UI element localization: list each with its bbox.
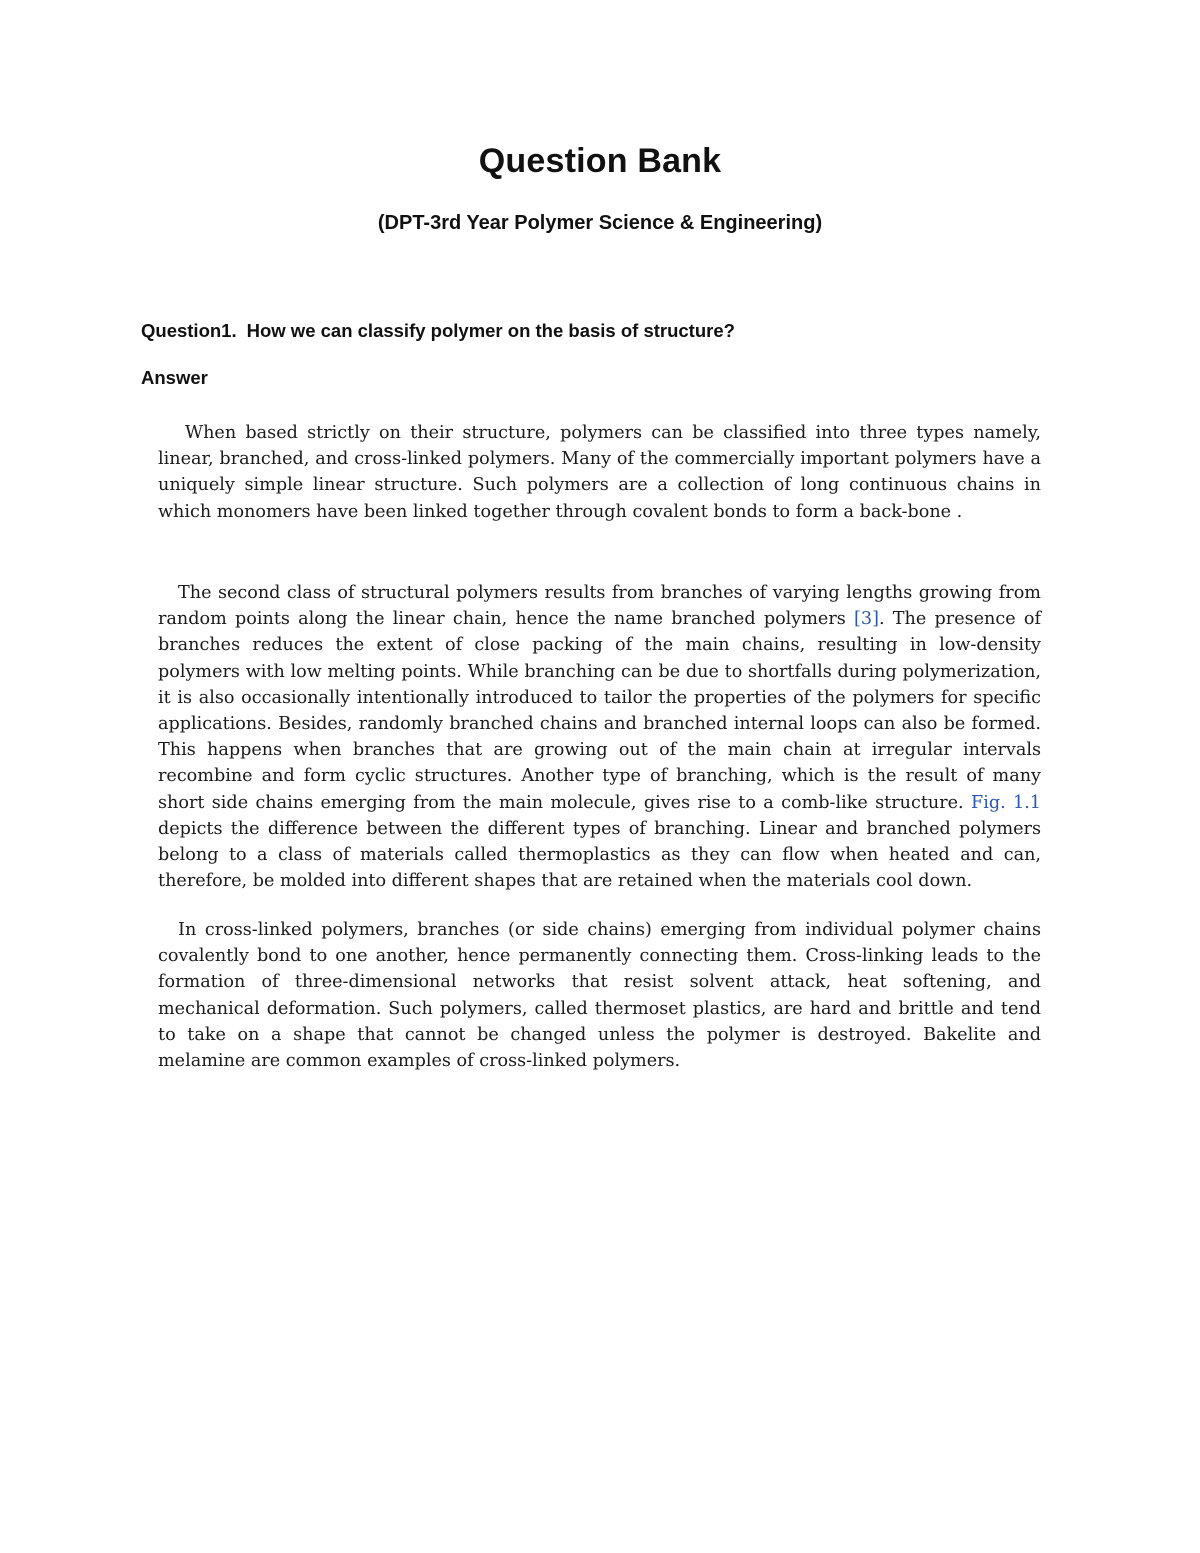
paragraph-text: . The presence of branches reduces the extent of close packing of the main chains, resulting in low-density polymers with low melting points. While branching can be due to shortfalls during polymerization, it is also occasionally intentionally introduced to tailor the properties of the polymers for specific applications. Besides, randomly branched chains and branched internal loops can also be formed. This happens when branches that are growing out of the main chain at irregular intervals recombine and form cyclic structures. Another type of branching, which is the result of many short side chains emerging from the main molecule, gives rise to a comb-like structure. bbox=[158, 609, 1041, 813]
answer-paragraph-crosslinked: In cross-linked polymers, branches (or side chains) emerging from individual polymer chains covalently bond to one another, hence permanently connecting them. Cross-linking leads to the formation of three-dimensional networks that resist solvent attack, heat softening, and mechanical deformation. Such polymers, called thermoset plastics, are hard and brittle and tend to take on a shape that cannot be changed unless the polymer is destroyed. Bakelite and melamine are common examples of cross-linked polymers. bbox=[158, 920, 1041, 1072]
answer-label: Answer bbox=[141, 367, 208, 388]
answer-paragraph-branched bbox=[158, 580, 1041, 894]
paragraph-text: depicts the difference between the different types of branching. Linear and branched polymers belong to a class of materials called thermoplastics as they can flow when heated and can, therefore, be molded into different shapes that are retained when the materials cool down. bbox=[158, 818, 1041, 892]
figure-link[interactable]: Fig. 1.1 bbox=[970, 792, 1041, 813]
paragraph-text: The second class of structural polymers results from branches of varying lengths growing from random points along the linear chain, hence the name branched polymers bbox=[158, 583, 1041, 630]
question-heading bbox=[141, 320, 735, 342]
question-number: Question1. bbox=[141, 320, 237, 341]
page-subtitle: (DPT-3rd Year Polymer Science & Engineering) bbox=[377, 212, 823, 234]
citation-link[interactable]: [3] bbox=[854, 609, 879, 630]
question-text: How we can classify polymer on the basis of structure? bbox=[246, 320, 735, 341]
answer-paragraph-linear: When based strictly on their structure, polymers can be classified into three types namely, linear, branched, and cross-linked polymers. Many of the commercially important polymers have a uniquely simple linear structure. Such polymers are a collection of long continuous chains in which monomers have been linked together through covalent bonds to form a back-bone . bbox=[158, 423, 1041, 522]
page-title: Question Bank bbox=[478, 142, 722, 180]
